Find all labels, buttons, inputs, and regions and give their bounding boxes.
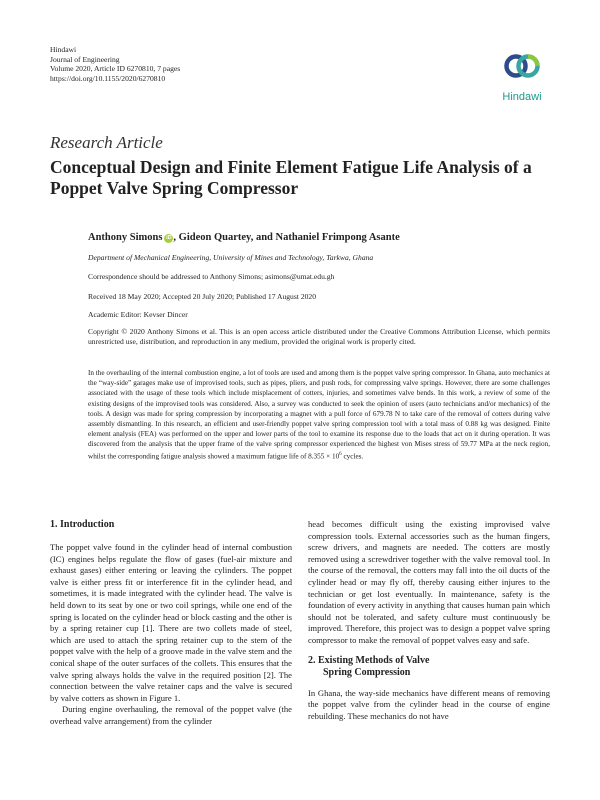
orcid-icon[interactable]: iD bbox=[166, 235, 172, 241]
doi-link[interactable]: https://doi.org/10.1155/2020/6270810 bbox=[50, 73, 166, 83]
author-names-rest: , Gideon Quartey, and Nathaniel Frimpong Asante bbox=[173, 232, 400, 243]
article-title: Conceptual Design and Finite Element Fatigue Life Analysis of a Poppet Valve Spring Compressor bbox=[50, 157, 532, 198]
hindawi-logo-mark bbox=[502, 48, 542, 84]
left-column bbox=[50, 519, 292, 728]
journal-meta bbox=[50, 45, 180, 83]
author-list bbox=[88, 232, 400, 243]
abstract-exponent: 6 bbox=[339, 451, 342, 457]
article-dates: Received 18 May 2020; Accepted 20 July 2020; Published 17 August 2020 bbox=[88, 292, 317, 301]
logo-text: Hindawi bbox=[502, 91, 542, 103]
publisher-name: Hindawi bbox=[50, 45, 77, 54]
volume-line: Volume 2020, Article ID 6270810, 7 pages bbox=[50, 64, 181, 73]
abstract-text: In the overhauling of the internal combustion engine, a lot of tools are used and among them is the poppet valve spring compressor. In Ghana, auto mechanics at the “way-side” garages make use of improvised tools, such as pipes, pliers, and push rods, for compressing valve springs. However, there are some challenges associated with the usage of these tools which include misplacement of cotters, injuries, and sometimes valve bends. In this work, a review of some of the existing designs of the improvised tools was considered. Also, a survey was conducted to seek the opinion of users (auto technicians and/or mechanics) of the tools. A design was made for spring compression by incorporating a magnet with a pull force of 679.78 N to take care of the removal of cotters during valve assembly dismantling. In this research, an efficient and user-friendly poppet valve spring compression tool with a total mass of 0.88 kg was designed. Finite element analysis (FEA) was performed on the upper and lower parts of the tool to examine its response due to the loads that act on it during operation. It was discovered from the analysis that the upper frame of the valve spring compressor experienced the highest von Mises stress of 59.77 MPa at the neck region, whilst the corresponding fatigue analysis showed a maximum fatigue life of 8.355 × 10 bbox=[88, 369, 550, 461]
abstract bbox=[88, 368, 550, 461]
copyright-notice: Copyright © 2020 Anthony Simons et al. This is an open access article distributed under the Creative Commons Attribution License, which permits unrestricted use, distribution, and reproduction in any medium, provided the original work is properly cited. bbox=[88, 327, 550, 346]
right-column bbox=[308, 519, 550, 722]
intro-paragraph-1: The poppet valve found in the cylinder head of internal combustion (IC) engines helps regulate the flow of gases (fuel-air mixture and exhaust gases) either entering or leaving the cylinders. The poppet valve is either press fit or interference fit in the cylinder head, and sometimes, it is made integrated with the cylinder head. The valve is held down to its seat by one or two coil springs, while one end of the spring is located on the cylinder head or block casting and the other is by a spring retainer cup [1]. There are two collets made of steel, which are used to attach the spring retainer cup to the stem of the poppet valve with the help of a groove made in the valve stem and the conical shape of the outer surfaces of the collets. This ensures that the valve spring always holds the valve in the required position [2]. The connection between the valve retainer caps and the valve is secured by valve cotters as shown in Figure 1. bbox=[50, 542, 292, 703]
intro-paragraph-continued: head becomes difficult using the existing improvised valve compression tools. External accessories such as the human fingers, screw drivers, and magnets are needed. The cotters are mostly removed using a screwdriver together with the valve removal tool. In the course of the removal, the cotters may fall into the oil ducts of the cylinder head or may fly off, thereby causing either injures to the technician or get lost eventually. In maintenance, safety is the foundation of every activity in anything that causes human pain which should not be tolerated, and safety culture must continuously be improved. Therefore, this project was to design a poppet valve spring compressor to make the removal of poppet valves easy and safe. bbox=[308, 519, 550, 645]
section-2-paragraph-1: In Ghana, the way-side mechanics have different means of removing the poppet valve from the cylinder head in the course of engine rebuilding. These mechanics do not have bbox=[308, 687, 550, 721]
correspondence: Correspondence should be addressed to Anthony Simons; asimons@umat.edu.gh bbox=[88, 272, 335, 281]
abstract-end: cycles. bbox=[341, 452, 364, 461]
section-heading-introduction: 1. Introduction bbox=[50, 519, 115, 530]
hindawi-logo bbox=[496, 48, 548, 103]
section-2-heading-line1: 2. Existing Methods of Valve bbox=[308, 654, 430, 666]
intro-paragraph-2: During engine overhauling, the removal of the poppet valve (the overhead valve arrangement) from the cylinder bbox=[50, 704, 292, 726]
section-heading-existing-methods bbox=[308, 655, 550, 679]
academic-editor: Academic Editor: Kevser Dincer bbox=[88, 310, 188, 319]
author-name-1[interactable]: Anthony Simons bbox=[88, 232, 163, 243]
journal-name: Journal of Engineering bbox=[50, 54, 120, 64]
section-2-heading-line2: Spring Compression bbox=[323, 666, 411, 678]
article-type: Research Article bbox=[50, 133, 163, 152]
affiliation: Department of Mechanical Engineering, University of Mines and Technology, Tarkwa, Ghana bbox=[88, 253, 374, 262]
